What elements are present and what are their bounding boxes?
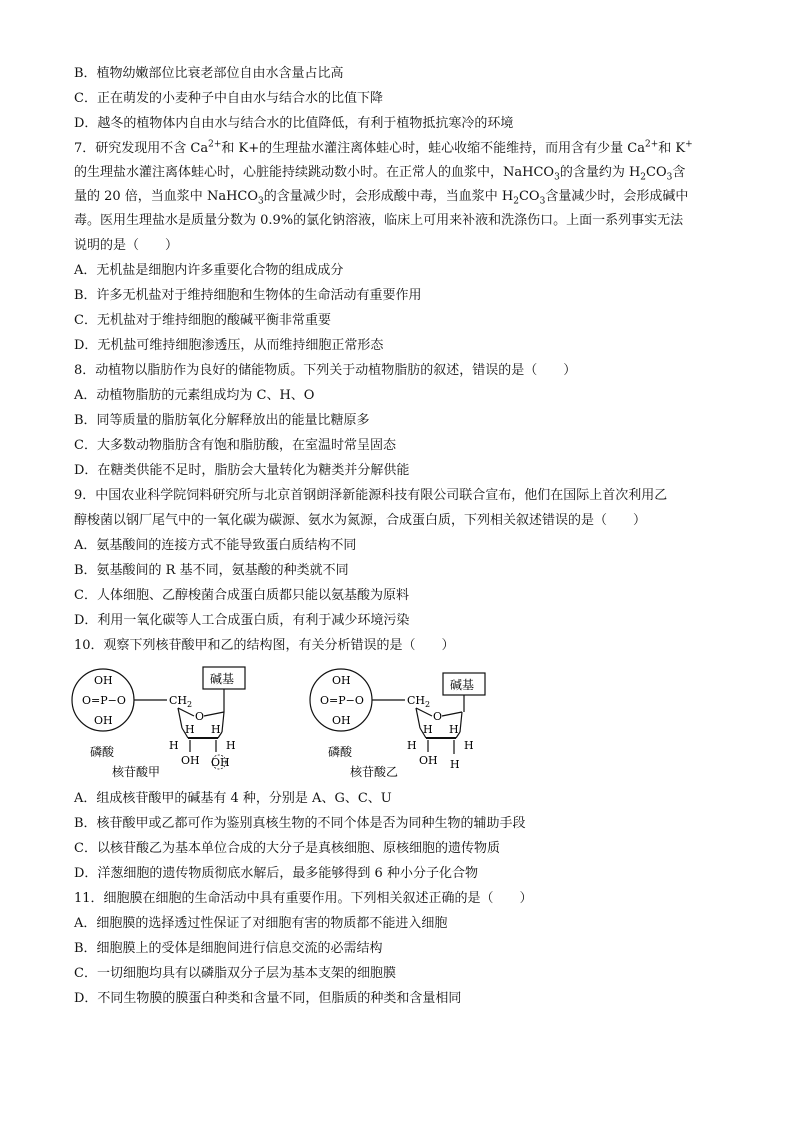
ring-h: H: [169, 739, 179, 752]
ring-bond: [178, 708, 194, 716]
q9-stem-line1: 9．中国农业科学院饲料研究所与北京首钢朗泽新能源科技有限公司联合宣布，他们在国际上首次利用乙: [74, 488, 668, 503]
phosphate-oh-bottom: OH: [332, 714, 351, 727]
ring-oh-left: OH: [181, 754, 200, 767]
phosphate-oh-bottom: OH: [94, 714, 113, 727]
ring-bond: [178, 708, 182, 728]
ring-bond: [222, 712, 224, 732]
q8-option-a: A．动植物脂肪的元素组成均为 C、H、O: [74, 388, 315, 403]
ring-bond: [416, 708, 420, 728]
q6-option-b: B．植物幼嫩部位比衰老部位自由水含量占比高: [74, 66, 344, 81]
q6-option-d: D．越冬的植物体内自由水与结合水的比值降低，有利于植物抵抗寒冷的环境: [74, 116, 514, 131]
q9-option-c: C．人体细胞、乙醇梭菌合成蛋白质都只能以氨基酸为原料: [74, 588, 409, 603]
base-label: 碱基: [210, 672, 235, 686]
nucleotide-yi-figure: [308, 660, 508, 780]
q8-stem: 8．动植物以脂肪作为良好的储能物质。下列关于动植物脂肪的叙述，错误的是（ ）: [74, 363, 577, 378]
ring-oh-left: OH: [419, 754, 438, 767]
q10-option-b: B．核苷酸甲或乙都可作为鉴别真核生物的不同个体是否为同种生物的辅助手段: [74, 816, 526, 831]
q8-option-c: C．大多数动物脂肪含有饱和脂肪酸，在室温时常呈固态: [74, 438, 396, 453]
q7-stem-line4: 毒。医用生理盐水是质量分数为 0.9%的氯化钠溶液，临床上可用来补液和洗涤伤口。上面一系列事实无法: [74, 213, 684, 228]
phosphate-opo: O=P−O: [82, 694, 126, 707]
q7-stem-line5: 说明的是（ ）: [74, 238, 179, 253]
q7-stem-line1: 7．研究发现用不含 $Ca^{2+}$和 K+的生理盐水灌注离体蛙心时，蛙心收缩不能维持，而用含有少量 $Ca^{2+}$和 K+: [74, 139, 693, 156]
phosphate-label: 磷酸: [328, 745, 353, 759]
phosphate-opo: O=P−O: [320, 694, 364, 707]
nucleotide-jia-figure: [70, 660, 270, 780]
ring-h: H: [423, 723, 433, 736]
phosphate-oh-top: OH: [332, 674, 351, 687]
ring-h: H: [185, 723, 195, 736]
ring-h-bottom: H: [450, 758, 460, 771]
ring-oxygen: O: [433, 710, 443, 723]
q11-option-b: B．细胞膜上的受体是细胞间进行信息交流的必需结构: [74, 941, 383, 956]
ring-h: H: [449, 723, 459, 736]
ring-bond: [204, 712, 224, 716]
ring-h: H: [464, 739, 474, 752]
ring-oh-right: OH: [211, 756, 230, 769]
nucleotide-yi-label: 核苷酸乙: [350, 765, 399, 779]
q7-option-c: C．无机盐对于维持细胞的酸碱平衡非常重要: [74, 313, 331, 328]
base-label: 碱基: [450, 678, 475, 692]
ring-bond: [416, 708, 432, 716]
q7-option-b: B．许多无机盐对于维持细胞和生物体的生命活动有重要作用: [74, 288, 422, 303]
q7-option-d: D．无机盐可维持细胞渗透压，从而维持细胞正常形态: [74, 338, 384, 353]
q10-option-c: C．以核苷酸乙为基本单位合成的大分子是真核细胞、原核细胞的遗传物质: [74, 841, 500, 856]
q8-option-d: D．在糖类供能不足时，脂肪会大量转化为糖类并分解供能: [74, 463, 410, 478]
q9-option-b: B．氨基酸间的 R 基不同，氨基酸的种类就不同: [74, 563, 349, 578]
q10-option-a: A．组成核苷酸甲的碱基有 4 种，分别是 A、G、C、U: [74, 791, 392, 806]
ring-h: H: [407, 739, 417, 752]
q11-stem: 11．细胞膜在细胞的生命活动中具有重要作用。下列相关叙述正确的是（ ）: [74, 891, 533, 906]
ring-h: H: [211, 723, 221, 736]
q11-option-c: C．一切细胞均具有以磷脂双分子层为基本支架的细胞膜: [74, 966, 396, 981]
ch2-label: $CH_2$: [407, 694, 431, 709]
q8-option-b: B．同等质量的脂肪氧化分解释放出的能量比糖原多: [74, 413, 370, 428]
ring-bond: [442, 712, 462, 716]
q11-option-a: A．细胞膜的选择透过性保证了对细胞有害的物质都不能进入细胞: [74, 916, 448, 931]
q9-option-a: A．氨基酸间的连接方式不能导致蛋白质结构不同: [74, 538, 357, 553]
q10-stem: 10．观察下列核苷酸甲和乙的结构图，有关分析错误的是（ ）: [74, 638, 455, 653]
q11-option-d: D．不同生物膜的膜蛋白种类和含量不同，但脂质的种类和含量相同: [74, 991, 462, 1006]
ch2-label: $CH_2$: [169, 694, 193, 709]
q7-option-a: A．无机盐是细胞内许多重要化合物的组成成分: [74, 263, 344, 278]
q9-stem-line2: 醇梭菌以钢厂尾气中的一氧化碳为碳源、氨水为氮源，合成蛋白质，下列相关叙述错误的是（ ）: [74, 513, 647, 528]
q7-stem-line2: 的生理盐水灌注离体蛙心时，心脏能持续跳动数小时。在正常人的血浆中，NaHCO$_3$的含量约为 $H_2CO_3$含: [74, 165, 686, 183]
ring-oxygen: O: [195, 710, 205, 723]
q10-option-d: D．洋葱细胞的遗传物质彻底水解后，最多能够得到 6 种小分子化合物: [74, 866, 478, 881]
q7-stem-line3: 量的 20 倍，当血浆中 NaHCO$_3$的含量减少时，会形成酸中毒，当血浆中 $H_2CO_3$含量减少时，会形成碱中: [74, 189, 689, 207]
q6-option-c: C．正在萌发的小麦种子中自由水与结合水的比值下降: [74, 91, 383, 106]
nucleotide-jia-label: 核苷酸甲: [112, 765, 161, 779]
phosphate-label: 磷酸: [90, 745, 115, 759]
q9-option-d: D．利用一氧化碳等人工合成蛋白质，有利于减少环境污染: [74, 613, 410, 628]
ring-h: H: [226, 739, 236, 752]
ring-bond: [460, 712, 462, 732]
phosphate-oh-top: OH: [94, 674, 113, 687]
